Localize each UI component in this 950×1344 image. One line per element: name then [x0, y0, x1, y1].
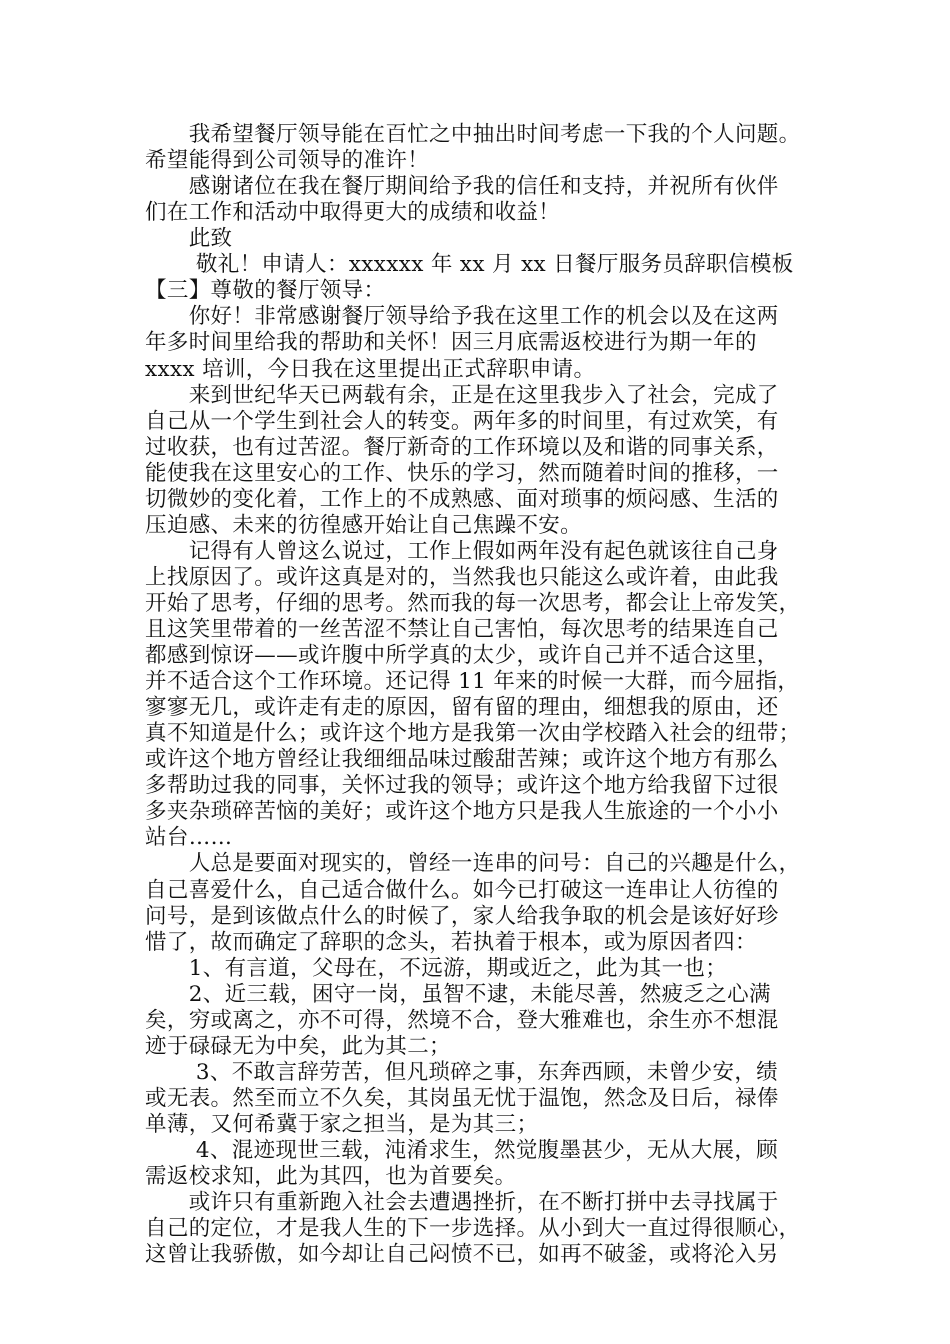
text-line: 或无表。然至而立不久矣，其岗虽无忧于温饱，然念及日后，禄俸 — [145, 1085, 779, 1111]
text-line: 希望能得到公司领导的准许！ — [145, 148, 430, 174]
text-line: 切微妙的变化着，工作上的不成熟感、面对琐事的烦闷感、生活的 — [145, 486, 779, 512]
text-line: 此致 — [145, 226, 233, 252]
text-line: 4、混迹现世三载，沌淆求生，然觉腹墨甚少，无从大展，顾 — [145, 1138, 779, 1163]
text-line: 或许这个地方曾经让我细细品味过酸甜苦辣；或许这个地方有那么 — [145, 747, 779, 773]
text-line: 且这笑里带着的一丝苦涩不禁让自己害怕，每次思考的结果连自己 — [145, 617, 779, 642]
text-line: 或许只有重新跑入社会去遭遇挫折，在不断打拼中去寻找属于 — [145, 1190, 779, 1215]
text-line: 能使我在这里安心的工作、快乐的学习，然而随着时间的推移，一 — [145, 460, 779, 486]
text-line: 们在工作和活动中取得更大的成绩和收益！ — [145, 200, 561, 226]
text-line: 多夹杂琐碎苦恼的美好；或许这个地方只是我人生旅途的一个小小 — [145, 799, 779, 825]
text-line: 来到世纪华天已两载有余，正是在这里我步入了社会，完成了 — [145, 382, 779, 408]
text-line: 惜了，故而确定了辞职的念头，若执着于根本，或为原因者四： — [145, 929, 757, 955]
text-line: 需返校求知，此为其四，也为首要矣。 — [145, 1164, 517, 1189]
text-line: 问号，是到该做点什么的时候了，家人给我争取的机会是该好好珍 — [145, 903, 779, 929]
text-line: 这曾让我骄傲，如今却让自己闷愤不已，如再不破釜，或将沦入另 — [145, 1242, 779, 1268]
text-line: 1、有言道，父母在，不远游，期或近之，此为其一也； — [145, 955, 728, 981]
text-line: 我希望餐厅领导能在百忙之中抽出时间考虑一下我的个人问题。 — [145, 122, 801, 147]
text-line: 都感到惊讶——或许腹中所学真的太少，或许自己并不适合这里， — [145, 643, 779, 668]
text-line: 开始了思考，仔细的思考。然而我的每一次思考，都会让上帝发笑， — [145, 590, 801, 616]
text-line: 迹于碌碌无为中矣，此为其二； — [145, 1033, 451, 1059]
text-line: 寥寥无几，或许走有走的原因，留有留的理由，细想我的原由，还 — [145, 695, 779, 721]
text-line: 站台…… — [145, 825, 233, 851]
text-line: 上找原因了。或许这真是对的，当然我也只能这么或许着，由此我 — [145, 564, 779, 590]
text-line: 【三】尊敬的餐厅领导： — [145, 278, 386, 304]
text-line: 并不适合这个工作环境。还记得 11 年来的时候一大群，而今屈指， — [145, 669, 800, 695]
text-line: xxxx 培训，今日我在这里提出正式辞职申请。 — [145, 356, 596, 382]
text-line: 年多时间里给我的帮助和关怀！因三月底需返校进行为期一年的 — [145, 330, 757, 356]
text-line: 矣，穷或离之，亦不可得，然境不合，登大雅难也，余生亦不想混 — [145, 1007, 779, 1033]
text-line: 压迫感、未来的彷徨感开始让自己焦躁不安。 — [145, 512, 583, 538]
text-line: 过收获，也有过苦涩。餐厅新奇的工作环境以及和谐的同事关系， — [145, 434, 779, 460]
text-line: 人总是要面对现实的，曾经一连串的问号：自己的兴趣是什么， — [145, 851, 801, 877]
text-line: 自己从一个学生到社会人的转变。两年多的时间里，有过欢笑，有 — [145, 408, 779, 434]
text-line: 记得有人曾这么说过，工作上假如两年没有起色就该往自己身 — [145, 538, 779, 564]
text-line: 单薄，又何希冀于家之担当，是为其三； — [145, 1111, 539, 1137]
text-line: 真不知道是什么；或许这个地方是我第一次由学校踏入社会的纽带； — [145, 721, 801, 747]
text-line: 3、不敢言辞劳苦，但凡琐碎之事，东奔西顾，未曾少安，绩 — [145, 1059, 779, 1085]
text-line: 感谢诸位在我在餐厅期间给予我的信任和支持，并祝所有伙伴 — [145, 174, 779, 200]
text-line: 敬礼！申请人：xxxxxx 年 xx 月 xx 日餐厅服务员辞职信模板 — [145, 252, 794, 278]
text-line: 2、近三载，困守一岗，虽智不逮，未能尽善，然疲乏之心满 — [145, 981, 771, 1007]
text-line: 自己喜爱什么，自己适合做什么。如今已打破这一连串让人彷徨的 — [145, 877, 779, 903]
text-line: 多帮助过我的同事，关怀过我的领导；或许这个地方给我留下过很 — [145, 773, 779, 799]
text-line: 自己的定位，才是我人生的下一步选择。从小到大一直过得很顺心， — [145, 1216, 801, 1242]
text-line: 你好！非常感谢餐厅领导给予我在这里工作的机会以及在这两 — [145, 304, 779, 330]
